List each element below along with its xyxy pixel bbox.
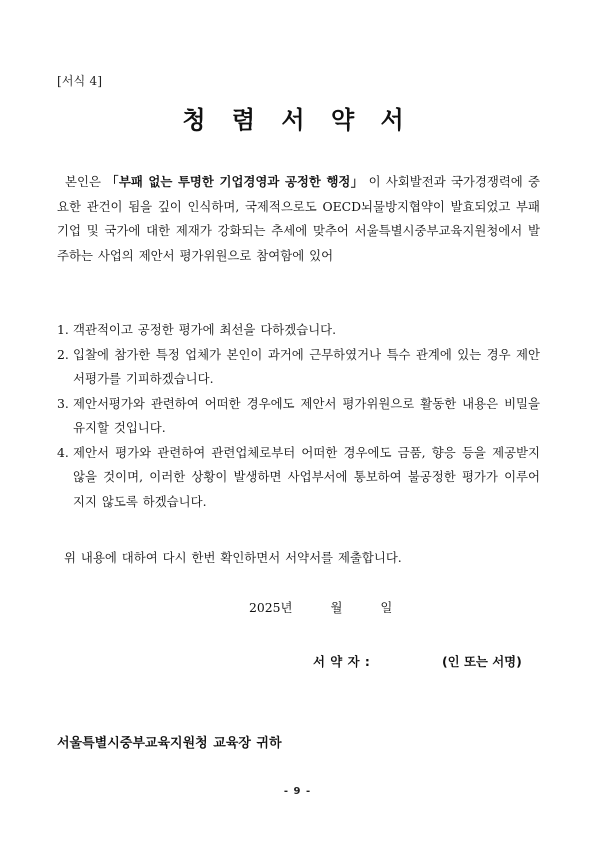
pledge-list (57, 318, 540, 514)
intro-emphasis: 「부패 없는 투명한 기업경영과 공정한 행정」 (106, 174, 364, 189)
pledge-text: 객관적이고 공정한 평가에 최선을 다하겠습니다. (73, 322, 337, 337)
pledge-item (57, 441, 540, 515)
pledge-text: 입찰에 참가한 특정 업체가 본인이 과거에 근무하였거나 특수 관계에 있는 경우 제안서평가를 기피하겠습니다. (73, 346, 540, 386)
intro-lead: 본인은 (65, 174, 107, 189)
form-number-label: [서식 4] (57, 74, 103, 88)
date-month: 월 (330, 600, 343, 615)
pledge-text: 제안서평가와 관련하여 어떠한 경우에도 제안서 평가위원으로 활동한 내용은 비밀을 유지할 것입니다. (73, 395, 540, 435)
signature-note: (인 또는 서명) (442, 654, 522, 669)
pledge-number: 3. (57, 395, 69, 411)
document-title: 청 렴 서 약 서 (182, 106, 413, 134)
pledge-text: 제안서 평가와 관련하여 관련업체로부터 어떠한 경우에도 금품, 향응 등을 제공받지 않을 것이며, 이러한 상황이 발생하면 사업부서에 통보하여 불공정한 평가가 이루어지지 않도록 하겠습니다. (73, 444, 540, 509)
date-day: 일 (380, 600, 393, 615)
intro-rest: 이 사회발전과 국가경쟁력에 중요한 관건이 됨을 깊이 인식하며, 국제적으로도 OECD뇌물방지협약이 발효되었고 부패기업 및 국가에 대한 제재가 강화되는 추세에 맞추어 서울특별시중부교육지원청에서 발주하는 사업의 제안서 평가위원으로 참여함에 있어 (57, 174, 540, 263)
intro-paragraph (57, 170, 540, 268)
pledge-number: 1. (57, 322, 69, 337)
pledge-number: 4. (57, 444, 69, 460)
closing-statement: 위 내용에 대하여 다시 한번 확인하면서 서약서를 제출합니다. (64, 550, 402, 565)
signer-label: 서 약 자 : (313, 654, 370, 669)
recipient-line: 서울특별시중부교육지원청 교육장 귀하 (57, 736, 282, 751)
pledge-item (57, 343, 540, 392)
pledge-item (57, 392, 540, 441)
date-line (249, 596, 392, 620)
date-year: 2025년 (249, 600, 293, 615)
page-number: - 9 - (283, 786, 312, 797)
pledge-number: 2. (57, 346, 69, 362)
pledge-item (57, 318, 540, 343)
